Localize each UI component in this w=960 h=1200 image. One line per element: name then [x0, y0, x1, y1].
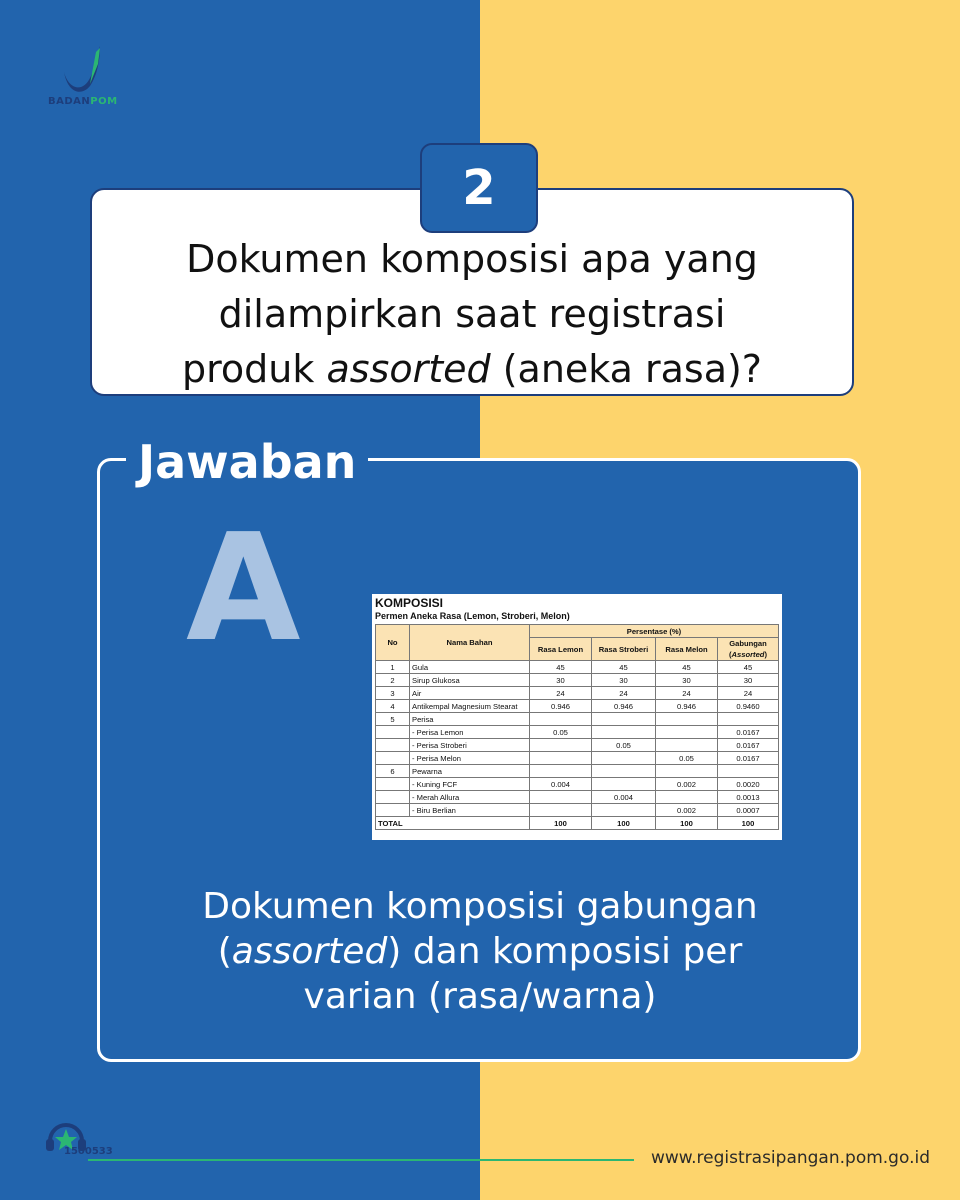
cell-no: 5: [376, 713, 410, 726]
question-line-1: Dokumen komposisi apa yang: [186, 237, 758, 281]
cell-name: - Perisa Lemon: [410, 726, 530, 739]
answer-option-letter: A: [186, 502, 301, 674]
question-line-3-italic: assorted: [326, 347, 491, 391]
cell-stroberi: 0.946: [592, 700, 656, 713]
cell-lemon: 0.05: [530, 726, 592, 739]
document-subtitle: Permen Aneka Rasa (Lemon, Stroberi, Melon): [375, 611, 570, 621]
cell-melon: 0.05: [656, 752, 718, 765]
cell-no: 2: [376, 674, 410, 687]
cell-stroberi: [592, 713, 656, 726]
cell-no: [376, 804, 410, 817]
answer-text-line-2: [140, 929, 820, 974]
cell-stroberi: 45: [592, 661, 656, 674]
logo-wordmark: [48, 96, 118, 107]
cell-lemon: 0.946: [530, 700, 592, 713]
composition-table-body: [376, 661, 779, 830]
cell-lemon: [530, 765, 592, 778]
total-label: TOTAL: [376, 817, 530, 830]
answer-text: [140, 884, 820, 1019]
cell-name: - Perisa Stroberi: [410, 739, 530, 752]
composition-document: [372, 594, 782, 840]
cell-lemon: 24: [530, 687, 592, 700]
table-row: [376, 674, 779, 687]
cell-lemon: [530, 804, 592, 817]
cell-name: - Kuning FCF: [410, 778, 530, 791]
question-line-3-post: (aneka rasa)?: [490, 347, 762, 391]
cell-stroberi: [592, 765, 656, 778]
header-rasa-lemon: Rasa Lemon: [530, 638, 592, 661]
cell-no: [376, 739, 410, 752]
total-gabungan: 100: [718, 817, 779, 830]
hotline-number: 1500533: [64, 1146, 113, 1157]
document-title: KOMPOSISI: [375, 596, 444, 610]
header-rasa-melon: Rasa Melon: [656, 638, 718, 661]
cell-no: 6: [376, 765, 410, 778]
cell-stroberi: 30: [592, 674, 656, 687]
table-row: [376, 791, 779, 804]
cell-stroberi: [592, 726, 656, 739]
cell-melon: 30: [656, 674, 718, 687]
cell-melon: [656, 726, 718, 739]
cell-name: Sirup Glukosa: [410, 674, 530, 687]
cell-name: - Merah Allura: [410, 791, 530, 804]
answer-text-line-2-open: (: [217, 931, 232, 972]
total-lemon: 100: [530, 817, 592, 830]
question-line-3-pre: produk: [182, 347, 327, 391]
cell-gabungan: 45: [718, 661, 779, 674]
answer-text-line-2-italic: assorted: [231, 931, 388, 972]
cell-melon: [656, 791, 718, 804]
cell-no: 4: [376, 700, 410, 713]
cell-lemon: [530, 752, 592, 765]
badan-pom-logo: [46, 44, 126, 110]
cell-no: 3: [376, 687, 410, 700]
cell-melon: 0.946: [656, 700, 718, 713]
cell-no: [376, 778, 410, 791]
logo-word-pom: POM: [90, 96, 118, 107]
cell-name: Air: [410, 687, 530, 700]
header-gabungan-label: Gabungan: [729, 639, 767, 648]
cell-name: - Biru Berlian: [410, 804, 530, 817]
question-line-2: dilampirkan saat registrasi: [218, 292, 726, 336]
header-no: No: [376, 625, 410, 661]
cell-melon: 0.002: [656, 778, 718, 791]
cell-gabungan: 0.0020: [718, 778, 779, 791]
question-line-3: [92, 342, 852, 397]
cell-stroberi: [592, 804, 656, 817]
cell-melon: 45: [656, 661, 718, 674]
answer-text-line-2-post: ) dan komposisi per: [387, 931, 743, 972]
cell-melon: 0.002: [656, 804, 718, 817]
cell-gabungan: 0.0167: [718, 739, 779, 752]
cell-no: [376, 726, 410, 739]
table-row: [376, 713, 779, 726]
total-stroberi: 100: [592, 817, 656, 830]
table-row: [376, 687, 779, 700]
checkmark-logo-icon: [60, 44, 106, 98]
table-row: [376, 661, 779, 674]
table-row: [376, 778, 779, 791]
cell-gabungan: 0.9460: [718, 700, 779, 713]
cell-no: 1: [376, 661, 410, 674]
answer-text-line-1: Dokumen komposisi gabungan: [202, 886, 758, 927]
total-melon: 100: [656, 817, 718, 830]
cell-lemon: [530, 713, 592, 726]
cell-gabungan: 24: [718, 687, 779, 700]
table-row: [376, 804, 779, 817]
table-row: [376, 700, 779, 713]
answer-text-line-3: varian (rasa/warna): [303, 976, 657, 1017]
header-persentase: Persentase (%): [530, 625, 779, 638]
answer-heading: Jawaban: [126, 430, 368, 494]
cell-no: [376, 752, 410, 765]
cell-stroberi: [592, 778, 656, 791]
cell-stroberi: 0.05: [592, 739, 656, 752]
header-rasa-stroberi: Rasa Stroberi: [592, 638, 656, 661]
cell-stroberi: 0.004: [592, 791, 656, 804]
logo-word-badan: BADAN: [48, 96, 91, 107]
header-assorted-label: Assorted: [731, 650, 765, 659]
table-row: [376, 752, 779, 765]
cell-melon: [656, 713, 718, 726]
header-nama-bahan: Nama Bahan: [410, 625, 530, 661]
cell-lemon: 45: [530, 661, 592, 674]
cell-gabungan: 30: [718, 674, 779, 687]
cell-melon: [656, 739, 718, 752]
table-row: [376, 765, 779, 778]
cell-stroberi: [592, 752, 656, 765]
cell-gabungan: 0.0007: [718, 804, 779, 817]
table-row: [376, 739, 779, 752]
cell-lemon: 30: [530, 674, 592, 687]
question-text: [92, 232, 852, 397]
footer-divider: [88, 1159, 634, 1161]
cell-name: Pewarna: [410, 765, 530, 778]
header-gabungan: Gabungan (Assorted): [718, 638, 779, 661]
cell-gabungan: [718, 713, 779, 726]
cell-gabungan: 0.0013: [718, 791, 779, 804]
cell-lemon: [530, 739, 592, 752]
cell-name: Antikempal Magnesium Stearat: [410, 700, 530, 713]
table-total-row: [376, 817, 779, 830]
cell-gabungan: [718, 765, 779, 778]
cell-name: - Perisa Melon: [410, 752, 530, 765]
cell-no: [376, 791, 410, 804]
cell-gabungan: 0.0167: [718, 752, 779, 765]
cell-name: Perisa: [410, 713, 530, 726]
cell-gabungan: 0.0167: [718, 726, 779, 739]
cell-melon: 24: [656, 687, 718, 700]
cell-lemon: 0.004: [530, 778, 592, 791]
cell-stroberi: 24: [592, 687, 656, 700]
cell-lemon: [530, 791, 592, 804]
table-row: [376, 726, 779, 739]
cell-melon: [656, 765, 718, 778]
cell-name: Gula: [410, 661, 530, 674]
website-url[interactable]: www.registrasipangan.pom.go.id: [651, 1148, 930, 1168]
question-number-badge: 2: [420, 143, 538, 233]
composition-table: [375, 624, 779, 830]
